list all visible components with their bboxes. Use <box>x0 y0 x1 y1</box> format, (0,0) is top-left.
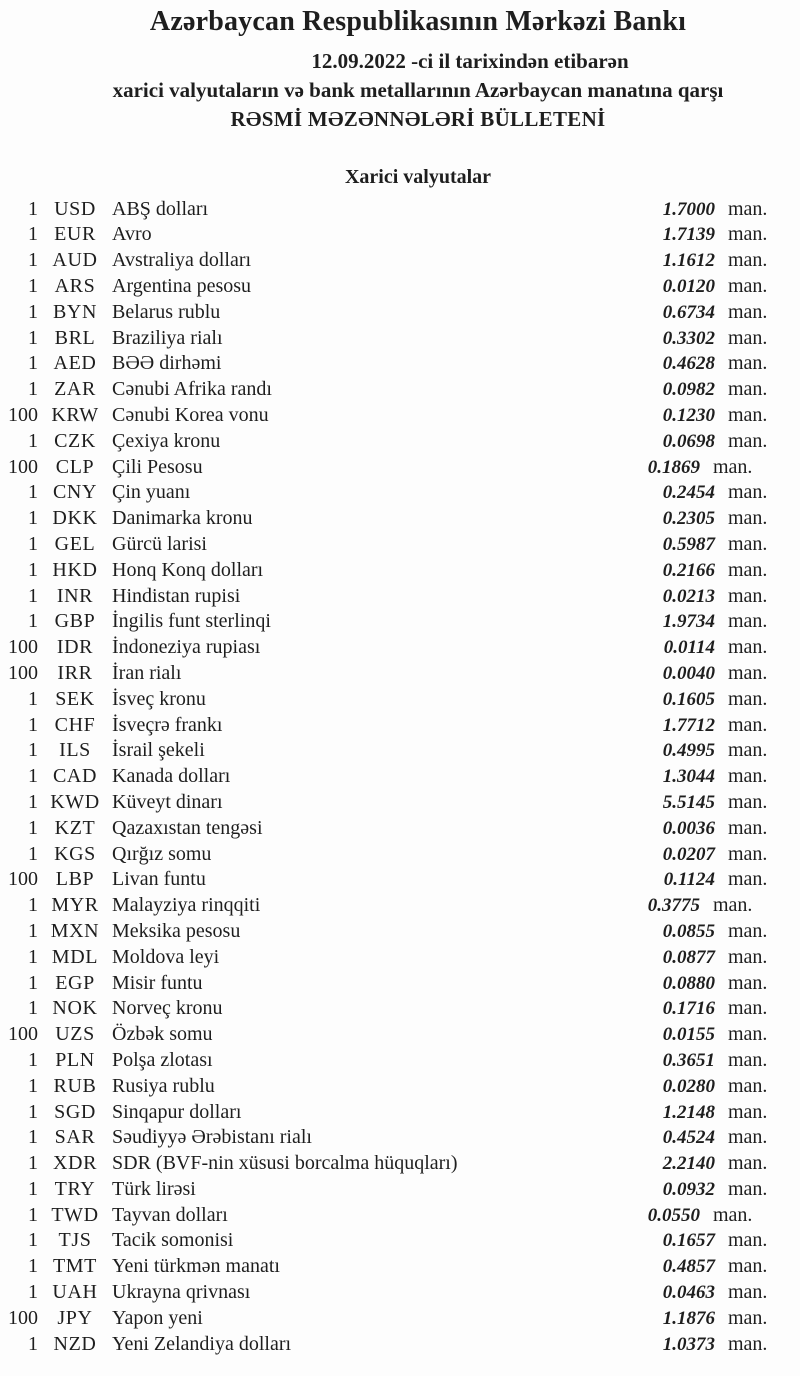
currency-code: NZD <box>53 1332 97 1355</box>
currency-name: Belarus rublu <box>112 300 221 323</box>
rate-value: 0.0114 <box>663 637 715 659</box>
unit-label: man. <box>728 661 768 684</box>
rate-row <box>0 222 800 248</box>
rate-value: 0.3302 <box>662 327 715 349</box>
rate-row <box>0 816 800 842</box>
rate-value: 0.0207 <box>662 843 715 865</box>
rate-row <box>0 1306 800 1332</box>
bulletin-title: RƏSMİ MƏZƏNNƏLƏRİ BÜLLETENİ <box>230 107 606 132</box>
rate-value: 0.1230 <box>662 404 715 426</box>
rates-table <box>0 197 800 1358</box>
unit-label: man. <box>728 997 768 1020</box>
currency-name: İsveç kronu <box>112 687 206 710</box>
quantity: 1 <box>28 1152 38 1175</box>
currency-name: Polşa zlotası <box>112 1048 213 1071</box>
rate-value: 0.0463 <box>662 1282 715 1304</box>
quantity: 1 <box>28 1281 38 1304</box>
rate-value: 1.2148 <box>662 1101 715 1123</box>
quantity: 100 <box>8 1023 38 1046</box>
rate-row <box>0 506 800 532</box>
rate-value: 0.0880 <box>662 972 715 994</box>
currency-name: Çexiya kronu <box>112 429 221 452</box>
rate-row <box>0 842 800 868</box>
rate-row <box>0 609 800 635</box>
currency-code: CAD <box>52 765 98 788</box>
quantity: 1 <box>28 1203 38 1226</box>
unit-label: man. <box>728 1332 768 1355</box>
unit-label: man. <box>728 403 768 426</box>
currency-code: JPY <box>57 1306 93 1329</box>
rate-row <box>0 1074 800 1100</box>
quantity: 1 <box>28 842 38 865</box>
currency-name: Argentina pesosu <box>112 275 252 297</box>
unit-label: man. <box>728 352 768 375</box>
currency-name: Qırğız somu <box>112 842 212 865</box>
currency-code: TRY <box>54 1177 96 1200</box>
quantity: 1 <box>28 765 38 788</box>
quantity: 1 <box>28 713 38 736</box>
quantity: 1 <box>28 300 38 323</box>
currency-code: IDR <box>56 636 94 659</box>
currency-name: Qazaxıstan tengəsi <box>112 816 263 839</box>
currency-code: HKD <box>52 558 98 581</box>
section-title-foreign-currencies: Xarici valyutalar <box>344 165 492 188</box>
currency-name: SDR (BVF-nin xüsusi borcalma hüquqları) <box>112 1152 458 1175</box>
rate-row <box>0 429 800 455</box>
rate-value: 1.7712 <box>662 714 715 736</box>
unit-label: man. <box>728 945 768 968</box>
rate-row <box>0 326 800 352</box>
rate-row <box>0 558 800 584</box>
currency-code: INR <box>56 584 94 607</box>
unit-label: man. <box>728 713 768 736</box>
currency-name: Livan funtu <box>112 868 206 891</box>
unit-label: man. <box>728 1281 768 1304</box>
unit-label: man. <box>728 790 768 813</box>
rate-row <box>0 300 800 326</box>
currency-name: Meksika pesosu <box>112 919 241 942</box>
unit-label: man. <box>728 326 768 349</box>
quantity: 1 <box>28 790 38 813</box>
currency-code: AED <box>53 352 97 375</box>
rate-row <box>0 1254 800 1280</box>
rate-value: 0.3651 <box>662 1049 715 1071</box>
quantity: 1 <box>28 223 38 246</box>
currency-name: Sinqapur dolları <box>112 1100 242 1123</box>
quantity: 1 <box>28 1126 38 1149</box>
currency-name: İsrail şekeli <box>112 739 205 762</box>
rate-value: 0.0877 <box>662 946 715 968</box>
rate-value: 0.1124 <box>663 869 715 891</box>
quantity: 1 <box>28 378 38 401</box>
currency-name: Gürcü larisi <box>112 532 207 555</box>
rate-value: 1.9734 <box>662 611 715 633</box>
currency-name: Avro <box>112 223 152 246</box>
currency-name: Cənubi Korea vonu <box>112 403 269 426</box>
rate-row <box>0 687 800 713</box>
quantity: 1 <box>28 558 38 581</box>
rate-value: 0.2166 <box>662 559 715 581</box>
currency-code: KGS <box>54 842 96 865</box>
quantity: 1 <box>28 197 38 220</box>
unit-label: man. <box>728 765 768 788</box>
currency-code: ZAR <box>54 378 96 401</box>
currency-code: TMT <box>52 1255 98 1278</box>
rate-row <box>0 1100 800 1126</box>
currency-code: CLP <box>55 455 95 478</box>
currency-code: KZT <box>54 816 96 839</box>
rate-row <box>0 1177 800 1203</box>
rate-row <box>0 1048 800 1074</box>
currency-code: TWD <box>51 1203 99 1226</box>
rate-row <box>0 661 800 687</box>
rate-row <box>0 248 800 274</box>
unit-label: man. <box>728 816 768 839</box>
rate-row <box>0 1125 800 1151</box>
rate-row <box>0 764 800 790</box>
currency-name: Braziliya rialı <box>112 326 223 349</box>
unit-label: man. <box>728 558 768 581</box>
currency-code: XDR <box>52 1152 98 1175</box>
currency-code: LBP <box>55 868 95 891</box>
quantity: 1 <box>28 326 38 349</box>
quantity: 100 <box>8 661 38 684</box>
currency-code: MXN <box>50 919 100 942</box>
unit-label: man. <box>728 1100 768 1123</box>
currency-name: Küveyt dinarı <box>112 790 223 813</box>
unit-label: man. <box>728 300 768 323</box>
rate-row <box>0 584 800 610</box>
currency-name: Tacik somonisi <box>112 1229 234 1252</box>
unit-label: man. <box>728 687 768 710</box>
quantity: 1 <box>28 249 38 272</box>
rate-row <box>0 197 800 223</box>
rate-row <box>0 996 800 1022</box>
unit-label: man. <box>713 1203 753 1226</box>
rate-value: 1.0373 <box>662 1333 715 1355</box>
currency-code: EGP <box>55 971 95 994</box>
unit-label: man. <box>728 1229 768 1252</box>
rate-row <box>0 274 800 300</box>
currency-name: Cənubi Afrika randı <box>112 378 272 401</box>
currency-code: GEL <box>54 532 96 555</box>
unit-label: man. <box>728 842 768 865</box>
unit-label: man. <box>728 971 768 994</box>
rate-row <box>0 455 800 481</box>
unit-label: man. <box>728 275 768 297</box>
rate-value: 0.0040 <box>662 662 715 684</box>
rate-value: 1.7139 <box>662 224 715 246</box>
rate-value: 5.5145 <box>662 791 715 813</box>
currency-code: RUB <box>53 1074 97 1097</box>
currency-name: Özbək somu <box>112 1023 213 1046</box>
unit-label: man. <box>728 739 768 762</box>
currency-name: Norveç kronu <box>112 997 223 1020</box>
quantity: 1 <box>28 945 38 968</box>
currency-name: ABŞ dolları <box>112 197 209 220</box>
currency-code: EUR <box>54 223 96 246</box>
rate-value: 0.0982 <box>662 379 715 401</box>
quantity: 1 <box>28 610 38 633</box>
currency-name: Ukrayna qrivnası <box>112 1281 251 1304</box>
rate-row <box>0 532 800 558</box>
unit-label: man. <box>728 1152 768 1175</box>
rate-row <box>0 403 800 429</box>
rate-value: 0.0036 <box>662 817 715 839</box>
currency-code: BYN <box>52 300 98 323</box>
rate-row <box>0 1332 800 1358</box>
rate-row <box>0 351 800 377</box>
rate-value: 0.0120 <box>662 276 715 297</box>
quantity: 1 <box>28 481 38 504</box>
currency-name: Honq Konq dolları <box>112 558 264 581</box>
rate-value: 2.2140 <box>662 1153 715 1175</box>
currency-code: KRW <box>51 403 99 426</box>
rate-value: 1.3044 <box>662 766 715 788</box>
unit-label: man. <box>728 868 768 891</box>
currency-code: MYR <box>51 894 99 917</box>
currency-code: AUD <box>52 249 98 272</box>
quantity: 1 <box>28 1229 38 1252</box>
rate-value: 1.1876 <box>662 1307 715 1329</box>
quantity: 1 <box>28 1332 38 1355</box>
unit-label: man. <box>728 1023 768 1046</box>
rate-value: 0.4857 <box>662 1256 715 1278</box>
rate-value: 0.1657 <box>662 1230 715 1252</box>
rate-value: 0.1869 <box>647 456 700 478</box>
rate-row <box>0 971 800 997</box>
unit-label: man. <box>728 429 768 452</box>
currency-code: KWD <box>50 790 100 813</box>
quantity: 1 <box>28 894 38 917</box>
quantity: 1 <box>28 352 38 375</box>
unit-label: man. <box>728 507 768 530</box>
currency-code: IRR <box>57 661 93 684</box>
rate-row <box>0 867 800 893</box>
unit-label: man. <box>728 919 768 942</box>
rate-row <box>0 377 800 403</box>
rate-row <box>0 919 800 945</box>
rate-row <box>0 790 800 816</box>
quantity: 1 <box>28 687 38 710</box>
rate-value: 0.0280 <box>662 1075 715 1097</box>
currency-name: Yapon yeni <box>112 1306 203 1329</box>
unit-label: man. <box>728 1255 768 1278</box>
rate-value: 0.1605 <box>662 688 715 710</box>
quantity: 1 <box>28 532 38 555</box>
rate-row <box>0 1022 800 1048</box>
rate-value: 0.0213 <box>662 585 715 607</box>
bank-title: Azərbaycan Respublikasının Mərkəzi Bankı <box>149 6 687 37</box>
quantity: 1 <box>28 429 38 452</box>
unit-label: man. <box>728 223 768 246</box>
rate-value: 1.1612 <box>662 250 715 272</box>
rate-value: 0.0855 <box>662 920 715 942</box>
rate-value: 0.4628 <box>662 353 715 375</box>
unit-label: man. <box>728 1306 768 1329</box>
currency-code: USD <box>54 197 96 220</box>
currency-name: Hindistan rupisi <box>112 584 241 607</box>
currency-name: İndoneziya rupiası <box>112 636 261 659</box>
currency-code: UAH <box>52 1281 98 1304</box>
quantity: 100 <box>8 455 38 478</box>
currency-name: İngilis funt sterlinqi <box>112 610 271 633</box>
currency-code: CHF <box>54 713 96 736</box>
currency-name: Misir funtu <box>112 971 203 994</box>
unit-label: man. <box>728 1074 768 1097</box>
unit-label: man. <box>728 1177 768 1200</box>
currency-name: İran rialı <box>112 661 182 684</box>
quantity: 100 <box>8 636 38 659</box>
scope-line: xarici valyutaların və bank metallarının Azərbaycan manatına qarşı <box>112 78 724 103</box>
currency-name: Kanada dolları <box>112 765 231 788</box>
currency-code: CNY <box>52 481 98 504</box>
currency-code: SAR <box>54 1126 96 1149</box>
rate-row <box>0 1280 800 1306</box>
currency-code: UZS <box>55 1023 95 1046</box>
currency-code: BRL <box>54 326 96 349</box>
currency-name: BƏƏ dirhəmi <box>112 352 222 375</box>
currency-name: Moldova leyi <box>112 945 220 968</box>
currency-code: MDL <box>51 945 99 968</box>
quantity: 1 <box>28 1177 38 1200</box>
currency-code: CZK <box>54 429 96 452</box>
rate-value: 0.1716 <box>662 998 715 1020</box>
quantity: 1 <box>28 997 38 1020</box>
rate-value: 0.0550 <box>647 1204 700 1226</box>
rate-value: 0.5987 <box>662 533 715 555</box>
rate-row <box>0 893 800 919</box>
rate-row <box>0 713 800 739</box>
rate-row <box>0 480 800 506</box>
rate-row <box>0 1151 800 1177</box>
currency-code: TJS <box>58 1229 92 1252</box>
currency-name: Danimarka kronu <box>112 507 253 530</box>
currency-code: ILS <box>59 739 91 762</box>
unit-label: man. <box>713 894 753 917</box>
rate-value: 0.2305 <box>662 508 715 530</box>
rate-value: 0.0932 <box>662 1178 715 1200</box>
currency-name: Yeni türkmən manatı <box>112 1255 280 1278</box>
quantity: 1 <box>28 816 38 839</box>
rate-value: 0.4995 <box>662 740 715 762</box>
bulletin-header <box>0 0 800 132</box>
quantity: 1 <box>28 971 38 994</box>
unit-label: man. <box>728 481 768 504</box>
rate-row <box>0 1228 800 1254</box>
effective-date-line: 12.09.2022 -ci il tarixindən etibarən <box>311 49 629 74</box>
unit-label: man. <box>713 455 753 478</box>
quantity: 1 <box>28 1048 38 1071</box>
rate-value: 0.2454 <box>662 482 715 504</box>
rate-row <box>0 738 800 764</box>
currency-name: İsveçrə frankı <box>112 713 223 736</box>
currency-name: Çin yuanı <box>112 481 191 504</box>
unit-label: man. <box>728 610 768 633</box>
quantity: 1 <box>28 1100 38 1123</box>
rate-value: 1.7000 <box>662 198 715 220</box>
rate-row <box>0 635 800 661</box>
quantity: 1 <box>28 1074 38 1097</box>
quantity: 1 <box>28 507 38 530</box>
unit-label: man. <box>728 532 768 555</box>
quantity: 100 <box>8 868 38 891</box>
currency-name: Türk lirəsi <box>112 1177 196 1200</box>
quantity: 100 <box>8 1306 38 1329</box>
unit-label: man. <box>728 584 768 607</box>
currency-name: Tayvan dolları <box>112 1203 228 1226</box>
currency-code: SGD <box>54 1100 96 1123</box>
currency-name: Çili Pesosu <box>112 455 203 478</box>
currency-name: Avstraliya dolları <box>112 249 252 272</box>
unit-label: man. <box>728 1126 768 1149</box>
quantity: 1 <box>28 584 38 607</box>
quantity: 1 <box>28 919 38 942</box>
unit-label: man. <box>728 249 768 272</box>
currency-name: Rusiya rublu <box>112 1074 215 1097</box>
rate-value: 0.0698 <box>662 430 715 452</box>
rate-row <box>0 1203 800 1229</box>
currency-code: NOK <box>52 997 98 1020</box>
rate-value: 0.6734 <box>662 301 715 323</box>
currency-code: SEK <box>55 687 95 710</box>
currency-code: DKK <box>52 507 98 530</box>
rate-value: 0.0155 <box>662 1024 715 1046</box>
currency-code: ARS <box>54 275 96 297</box>
quantity: 100 <box>8 403 38 426</box>
currency-code: PLN <box>55 1048 95 1071</box>
unit-label: man. <box>728 378 768 401</box>
currency-code: GBP <box>54 610 96 633</box>
quantity: 1 <box>28 1255 38 1278</box>
unit-label: man. <box>728 197 768 220</box>
unit-label: man. <box>728 636 768 659</box>
quantity: 1 <box>28 275 38 297</box>
currency-name: Səudiyyə Ərəbistanı rialı <box>112 1126 312 1149</box>
quantity: 1 <box>28 739 38 762</box>
rate-value: 0.3775 <box>647 895 700 917</box>
currency-name: Yeni Zelandiya dolları <box>112 1332 292 1355</box>
rate-value: 0.4524 <box>662 1127 715 1149</box>
currency-name: Malayziya rinqqiti <box>112 894 261 917</box>
unit-label: man. <box>728 1048 768 1071</box>
rate-row <box>0 945 800 971</box>
